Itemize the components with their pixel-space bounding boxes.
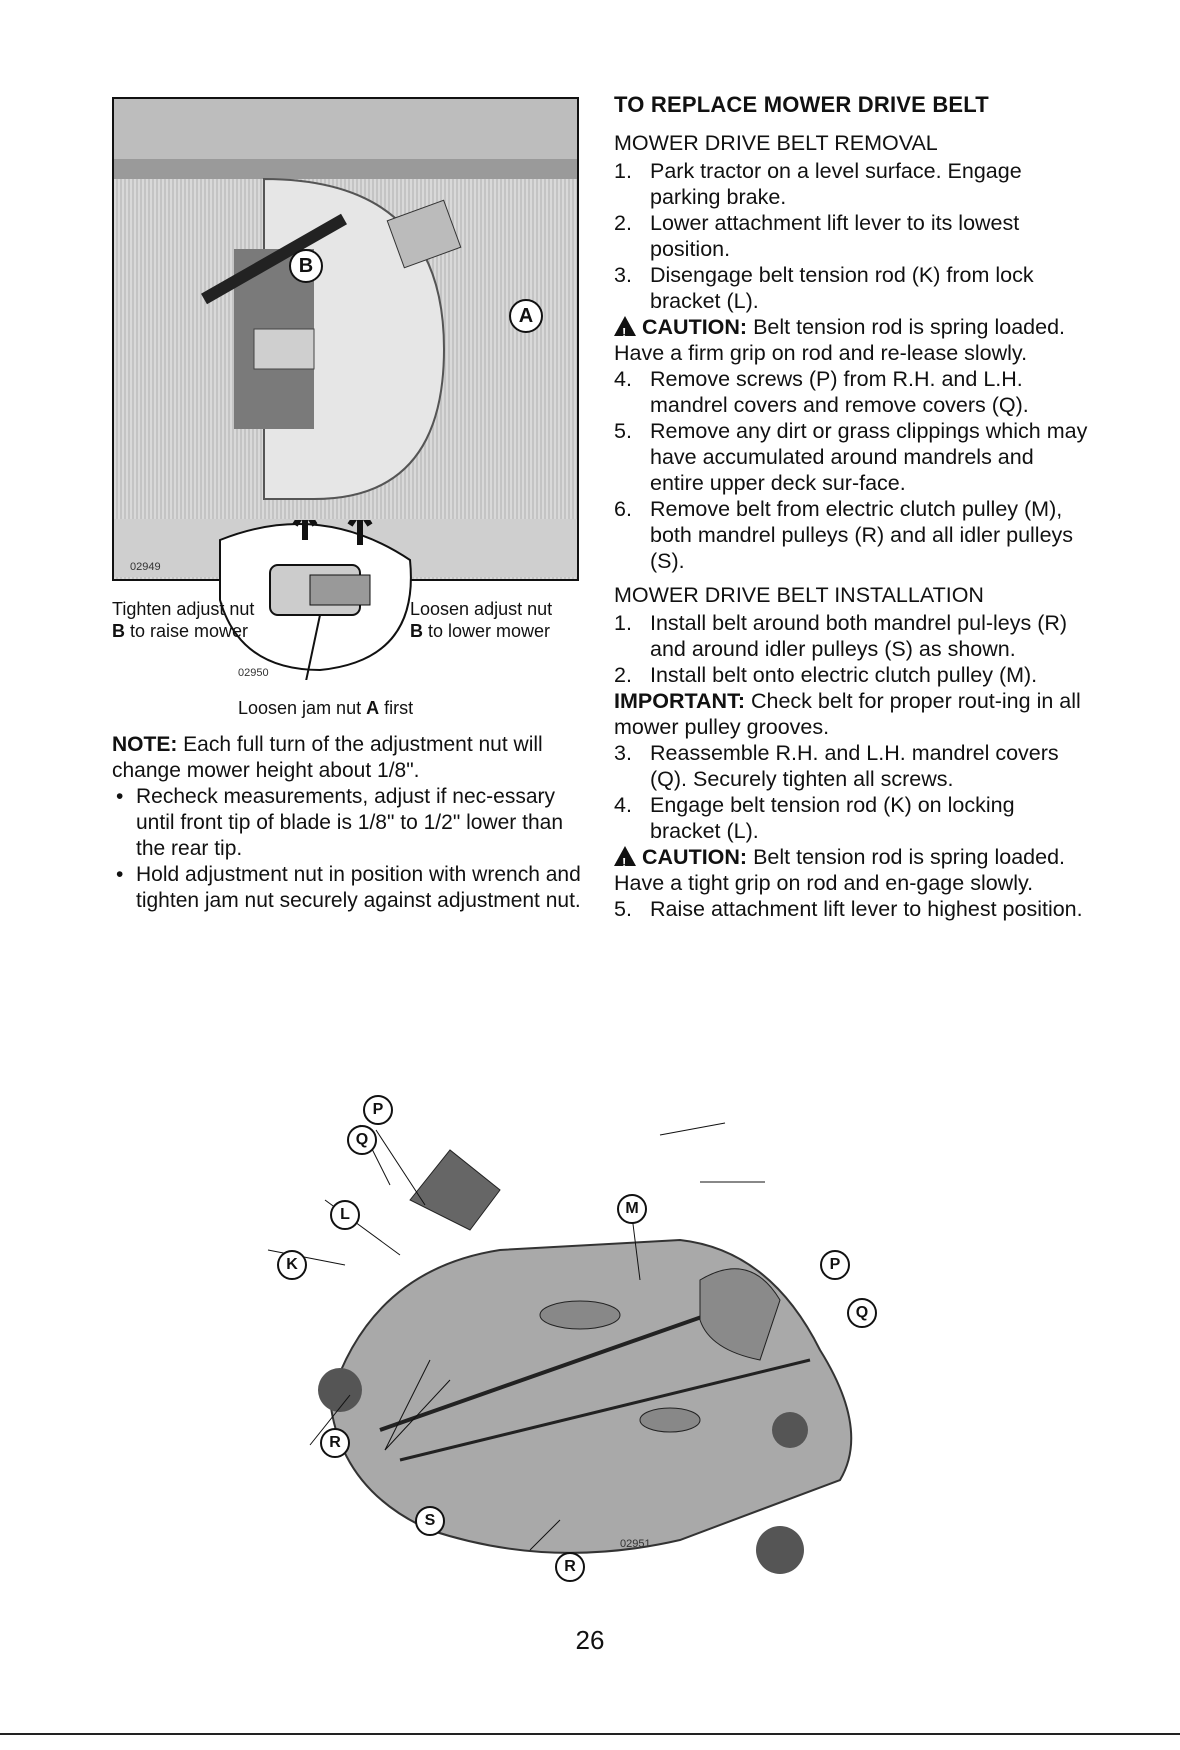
callout-a: A: [509, 299, 543, 333]
label-r-bottom: R: [555, 1552, 585, 1582]
warning-icon: [614, 846, 636, 866]
install-step: 3. Reassemble R.H. and L.H. mandrel covers (Q). Securely tighten all screws.: [614, 741, 1059, 791]
note-paragraph: NOTE: Each full turn of the adjustment nut will change mower height about 1/8".: [112, 733, 543, 782]
label-m: M: [617, 1194, 647, 1224]
label-q-right: Q: [847, 1298, 877, 1328]
belt-instructions: [614, 92, 1089, 922]
important-note: IMPORTANT: Check belt for proper rout-ing in all mower pulley grooves.: [614, 689, 1081, 739]
label-k: K: [277, 1250, 307, 1280]
deck-code: 02951: [620, 1538, 651, 1550]
label-p-right: P: [820, 1250, 850, 1280]
removal-step: 1. Park tractor on a level surface. Engage parking brake.: [614, 159, 1022, 209]
removal-step: 3. Disengage belt tension rod (K) from lock bracket (L).: [614, 263, 1034, 313]
caption-tighten-line1: Tighten adjust nut: [112, 599, 255, 619]
callout-b: B: [289, 249, 323, 283]
caption-tighten-line2: B to raise mower: [112, 621, 249, 641]
caption-loosen-line1: Loosen adjust nut: [410, 599, 553, 619]
install-step: 1. Install belt around both mandrel pul-leys (R) and around idler pulleys (S) as shown.: [614, 611, 1068, 661]
adjustment-photo: [112, 97, 579, 581]
removal-step: 2. Lower attachment lift lever to its lowest position.: [614, 211, 1020, 261]
removal-heading: MOWER DRIVE BELT REMOVAL: [614, 131, 938, 155]
removal-step: 4. Remove screws (P) from R.H. and L.H. mandrel covers and remove covers (Q).: [614, 367, 1029, 417]
warning-icon: [614, 316, 636, 336]
caption-jam: Loosen jam nut A first: [238, 698, 414, 718]
bullet-item: • Hold adjustment nut in position with wrench and tighten jam nut securely against adjustment nut.: [112, 862, 582, 914]
adjustment-photo-illustration: [114, 99, 577, 579]
bottom-rule: [0, 1733, 1180, 1735]
install-step: 2. Install belt onto electric clutch pulley (M).: [614, 663, 1038, 687]
label-l: L: [330, 1200, 360, 1230]
caution-1: !CAUTION: Belt tension rod is spring loaded. Have a firm grip on rod and re-lease slowly.: [614, 314, 1089, 366]
caption-loosen-line2: B to lower mower: [410, 621, 551, 641]
removal-step: 6. Remove belt from electric clutch pulley (M), both mandrel pulleys (R) and all idler pulleys (S).: [614, 497, 1074, 573]
mower-deck-diagram: [250, 1100, 890, 1590]
caution-2: !CAUTION: Belt tension rod is spring loaded. Have a tight grip on rod and en-gage slowly.: [614, 844, 1089, 896]
install-step: 4. Engage belt tension rod (K) on locking bracket (L).: [614, 793, 1015, 843]
note-block: [112, 732, 582, 914]
bullet-item: • Recheck measurements, adjust if nec-essary until front tip of blade is 1/8" to 1/2" lower than the rear tip.: [112, 784, 582, 862]
install-heading: MOWER DRIVE BELT INSTALLATION: [614, 583, 984, 607]
label-p-top: P: [363, 1095, 393, 1125]
label-s: S: [415, 1506, 445, 1536]
caption-loosen: [410, 598, 552, 642]
photo-code: 02949: [130, 561, 161, 573]
label-q-left: Q: [347, 1125, 377, 1155]
install-step: 5. Raise attachment lift lever to highest position.: [614, 897, 1083, 921]
section-title: TO REPLACE MOWER DRIVE BELT: [614, 92, 989, 117]
removal-step: 5. Remove any dirt or grass clippings which may have accumulated around mandrels and entire upper deck sur-face.: [614, 419, 1088, 495]
caption-tighten: [112, 598, 254, 642]
diagram-code: 02950: [238, 667, 269, 679]
mower-deck-illustration: [250, 1100, 890, 1590]
label-r-left: R: [320, 1428, 350, 1458]
page-number: 26: [575, 1625, 605, 1655]
